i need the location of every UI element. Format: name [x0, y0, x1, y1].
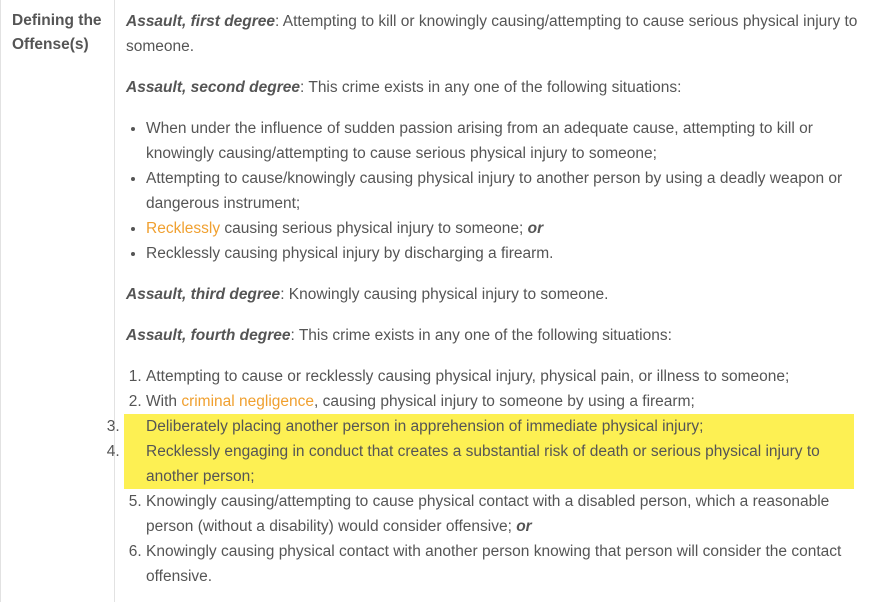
list-item: • When under the influence of sudden passion arising from an adequate cause, attempting to kill or knowingly causing/attempting to cause serious physical injury to someone; — [146, 116, 876, 166]
first-degree-paragraph — [126, 9, 876, 59]
row-label-line2: Offense(s) — [12, 36, 89, 53]
third-degree-term: Assault, third degree — [126, 286, 281, 303]
row-label-cell — [2, 0, 115, 602]
second-degree-text: : This crime exists in any one of the following situations: — [300, 79, 682, 96]
offense-content — [126, 9, 876, 589]
list-item — [146, 216, 876, 241]
list-item: • Recklessly causing physical injury by discharging a firearm. — [146, 241, 876, 266]
list-item — [146, 389, 876, 414]
list-item-text: , causing physical injury to someone by using a firearm; — [314, 393, 695, 410]
list-item: 1. Attempting to cause or recklessly causing physical injury, physical pain, or illness to someone; — [146, 364, 876, 389]
fourth-degree-text: : This crime exists in any one of the following situations: — [290, 327, 672, 344]
row-label — [12, 9, 114, 57]
or-emphasis: or — [516, 518, 532, 535]
list-item-text: Knowingly causing/attempting to cause physical contact with a disabled person, which a reasonable person (without a disability) would consider offensive; — [146, 493, 830, 535]
second-degree-term: Assault, second degree — [126, 79, 301, 96]
list-item — [146, 489, 876, 539]
first-degree-term: Assault, first degree — [126, 13, 276, 30]
list-item: 6. Knowingly causing physical contact with another person knowing that person will consider the contact offensive. — [146, 539, 876, 589]
recklessly-link[interactable]: Recklessly — [146, 220, 221, 237]
list-item-text: With — [146, 393, 182, 410]
first-degree-text: : Attempting to kill or knowingly causing/attempting to cause serious physical injury to someone. — [126, 13, 858, 55]
fourth-degree-list — [126, 364, 876, 589]
highlighted-list-item: 3. Deliberately placing another person in apprehension of immediate physical injury; — [124, 414, 854, 439]
second-degree-paragraph — [126, 75, 876, 100]
third-degree-paragraph — [126, 282, 876, 307]
list-item-text: causing serious physical injury to someone; — [220, 220, 528, 237]
criminal-negligence-link[interactable]: criminal negligence — [181, 393, 314, 410]
or-emphasis: or — [527, 220, 544, 237]
row-label-line1: Defining the — [12, 12, 102, 29]
highlighted-list-item: 4. Recklessly engaging in conduct that creates a substantial risk of death or serious physical injury to another person; — [124, 439, 854, 489]
fourth-degree-paragraph — [126, 323, 876, 348]
second-degree-list — [126, 116, 876, 266]
list-item: • Attempting to cause/knowingly causing physical injury to another person by using a deadly weapon or dangerous instrument; — [146, 166, 876, 216]
fourth-degree-term: Assault, fourth degree — [126, 327, 291, 344]
third-degree-text: : Knowingly causing physical injury to someone. — [280, 286, 609, 303]
